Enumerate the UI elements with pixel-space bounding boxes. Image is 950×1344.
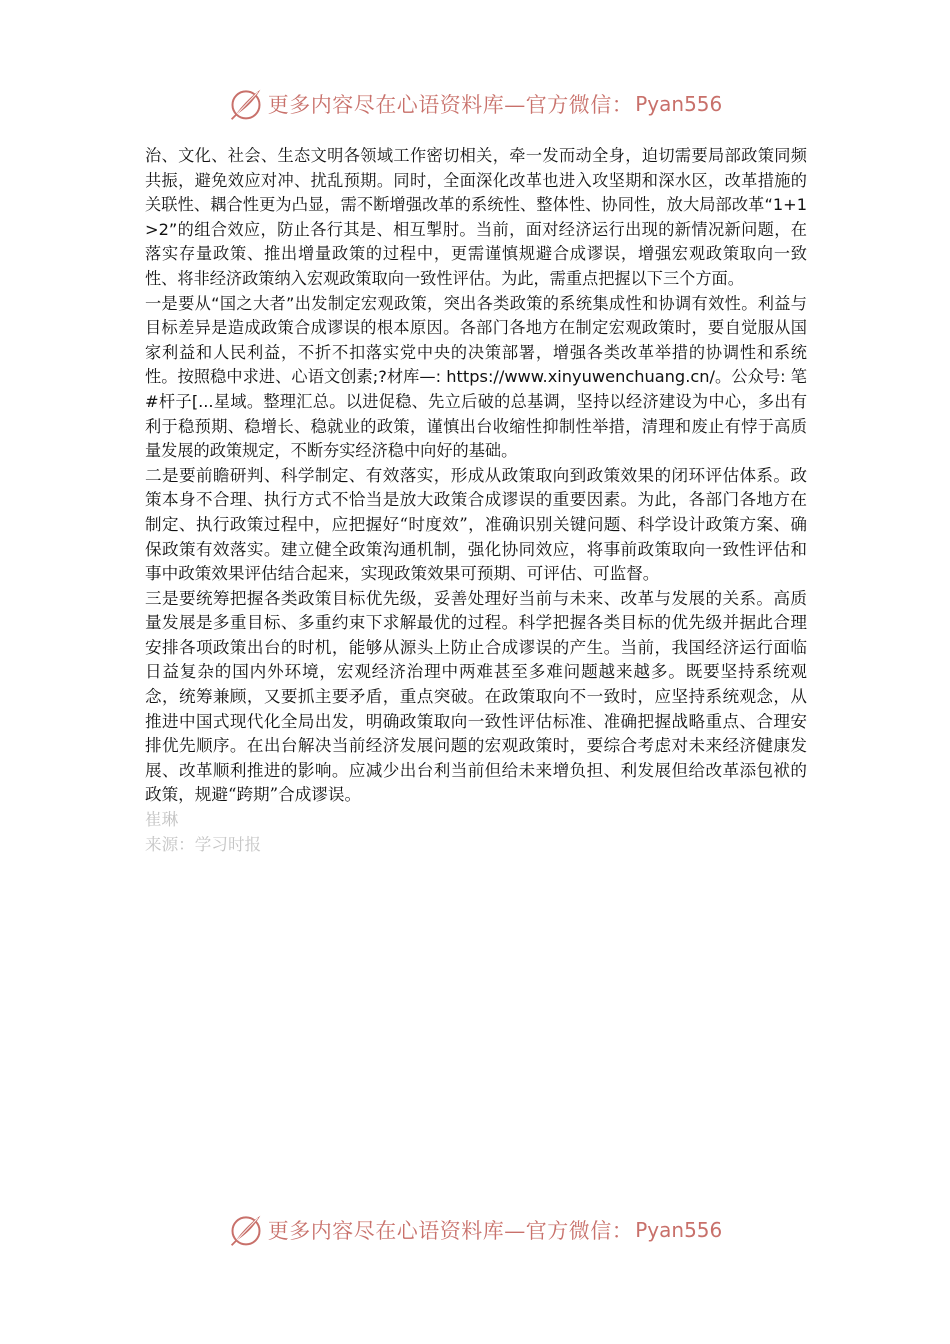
paragraph-point-one: 一是要从“国之大者”出发制定宏观政策，突出各类政策的系统集成性和协调有效性。利益与目标差异是造成政策合成谬误的根本原因。各部门各地方在制定宏观政策时，要自觉服从国家利益和人民利益，不折不扣落实党中央的决策部署，增强各类改革举措的协调性和系统性。按照稳中求进、心语文创素;?材库—: https://www.xinyuwenchuang.cn/。公众号: 笔#杆子[...星域。整理汇总。以进促稳、先立后破的总基调，坚持以经济建设为中心，多出有利于稳预期、稳增长、稳就业的政策，谨慎出台收缩性抑制性举措，清理和废止有悖于高质量发展的政策规定，不断夯实经济稳中向好的基础。 — [145, 293, 807, 461]
source-line: 来源：学习时报 — [145, 834, 262, 854]
article-body — [145, 144, 807, 857]
header-banner — [0, 82, 950, 126]
wechat-handle: Pyan556 — [635, 92, 723, 116]
wechat-handle: Pyan556 — [635, 1218, 723, 1242]
quill-pen-circle-icon — [228, 1212, 264, 1248]
paragraph-intro: 治、文化、社会、生态文明各领域工作密切相关，牵一发而动全身，迫切需要局部政策同频共振，避免效应对冲、扰乱预期。同时，全面深化改革也进入攻坚期和深水区，改革措施的关联性、耦合性更为凸显，需不断增强改革的系统性、整体性、协同性，放大局部改革“1+1>2”的组合效应，防止各行其是、相互掣肘。当前，面对经济运行出现的新情况新问题，在落实存量政策、推出增量政策的过程中，更需谨慎规避合成谬误，增强宏观政策取向一致性、将非经济政策纳入宏观政策取向一致性评估。为此，需重点把握以下三个方面。 — [145, 146, 807, 288]
paragraph-point-three: 三是要统筹把握各类政策目标优先级，妥善处理好当前与未来、改革与发展的关系。高质量发展是多重目标、多重约束下求解最优的过程。科学把握各类目标的优先级并据此合理安排各项政策出台的时机，能够从源头上防止合成谬误的产生。当前，我国经济运行面临日益复杂的国内外环境，宏观经济治理中两难甚至多难问题越来越多。既要坚持系统观念，统筹兼顾，又要抓主要矛盾，重点突破。在政策取向不一致时，应坚持系统观念，从推进中国式现代化全局出发，明确政策取向一致性评估标准、准确把握战略重点、合理安排优先顺序。在出台解决当前经济发展问题的宏观政策时，要综合考虑对未来经济健康发展、改革顺利推进的影响。应减少出台利当前但给未来增负担、利发展但给改革添包袱的政策，规避“跨期”合成谬误。 — [145, 588, 807, 805]
banner-text: 更多内容尽在心语资料库—官方微信： — [267, 1219, 634, 1243]
quill-pen-circle-icon — [228, 86, 264, 122]
banner-text: 更多内容尽在心语资料库—官方微信： — [267, 93, 634, 117]
paragraph-point-two: 二是要前瞻研判、科学制定、有效落实，形成从政策取向到政策效果的闭环评估体系。政策本身不合理、执行方式不恰当是放大政策合成谬误的重要因素。为此，各部门各地方在制定、执行政策过程中，应把握好“时度效”，准确识别关键问题、科学设计政策方案、确保政策有效落实。建立健全政策沟通机制，强化协同效应，将事前政策取向一致性评估和事中政策效果评估结合起来，实现政策效果可预期、可评估、可监督。 — [145, 465, 807, 584]
author-name: 崔琳 — [145, 810, 179, 830]
footer-banner — [0, 1208, 950, 1252]
